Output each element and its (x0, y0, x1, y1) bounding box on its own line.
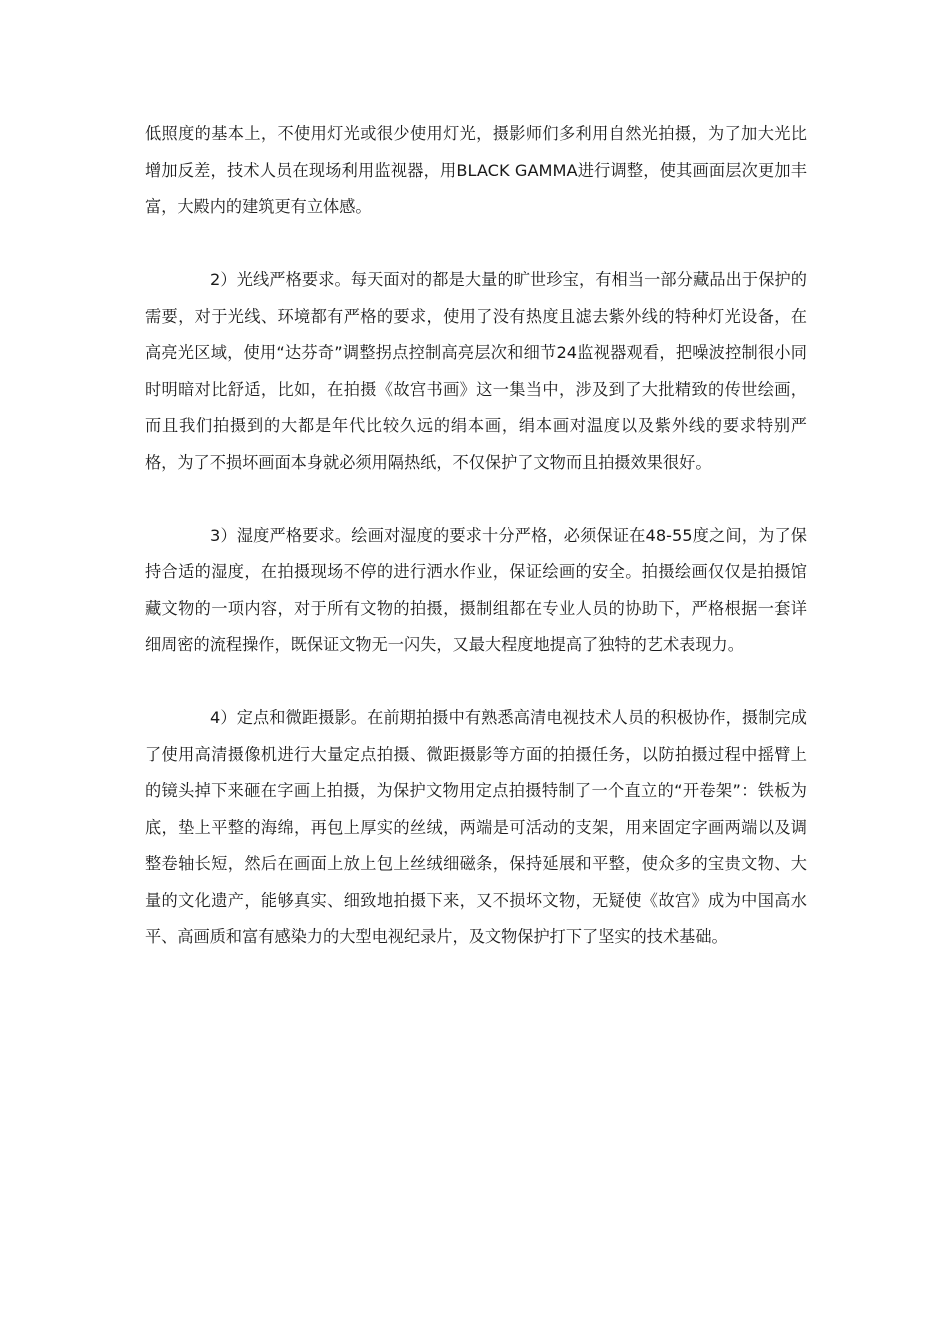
document-body (145, 116, 807, 956)
paragraph-continuation: 低照度的基本上，不使用灯光或很少使用灯光，摄影师们多利用自然光拍摄，为了加大光比增加反差，技术人员在现场利用监视器，用BLACK GAMMA进行调整，使其画面层次更加丰富，大殿内的建筑更有立体感。 (145, 124, 807, 216)
paragraph-light-requirements: 2）光线严格要求。每天面对的都是大量的旷世珍宝，有相当一部分藏品出于保护的需要，对于光线、环境都有严格的要求，使用了没有热度且滤去紫外线的特种灯光设备，在高亮光区域，使用“达芬奇”调整拐点控制高亮层次和细节24监视器观看，把噪波控制很小同时明暗对比舒适，比如，在拍摄《故宫书画》这一集当中，涉及到了大批精致的传世绘画，而且我们拍摄到的大都是年代比较久远的绢本画，绢本画对温度以及紫外线的要求特别严格，为了不损坏画面本身就必须用隔热纸，不仅保护了文物而且拍摄效果很好。 (145, 270, 807, 472)
paragraph-fixed-point-macro-photography: 4）定点和微距摄影。在前期拍摄中有熟悉高清电视技术人员的积极协作，摄制完成了使用高清摄像机进行大量定点拍摄、微距摄影等方面的拍摄任务，以防拍摄过程中摇臂上的镜头掉下来砸在字画上拍摄，为保护文物用定点拍摄特制了一个直立的“开卷架”：铁板为底，垫上平整的海绵，再包上厚实的丝绒，两端是可活动的支架，用来固定字画两端以及调整卷轴长短，然后在画面上放上包上丝绒细磁条，保持延展和平整，使众多的宝贵文物、大量的文化遗产，能够真实、细致地拍摄下来，又不损坏文物，无疑使《故宫》成为中国高水平、高画质和富有感染力的大型电视纪录片，及文物保护打下了坚实的技术基础。 (145, 708, 807, 946)
paragraph-humidity-requirements: 3）湿度严格要求。绘画对湿度的要求十分严格，必须保证在48-55度之间，为了保持合适的湿度，在拍摄现场不停的进行洒水作业，保证绘画的安全。拍摄绘画仅仅是拍摄馆藏文物的一项内容，对于所有文物的拍摄，摄制组都在专业人员的协助下，严格根据一套详细周密的流程操作，既保证文物无一闪失，又最大程度地提高了独特的艺术表现力。 (145, 525, 807, 654)
